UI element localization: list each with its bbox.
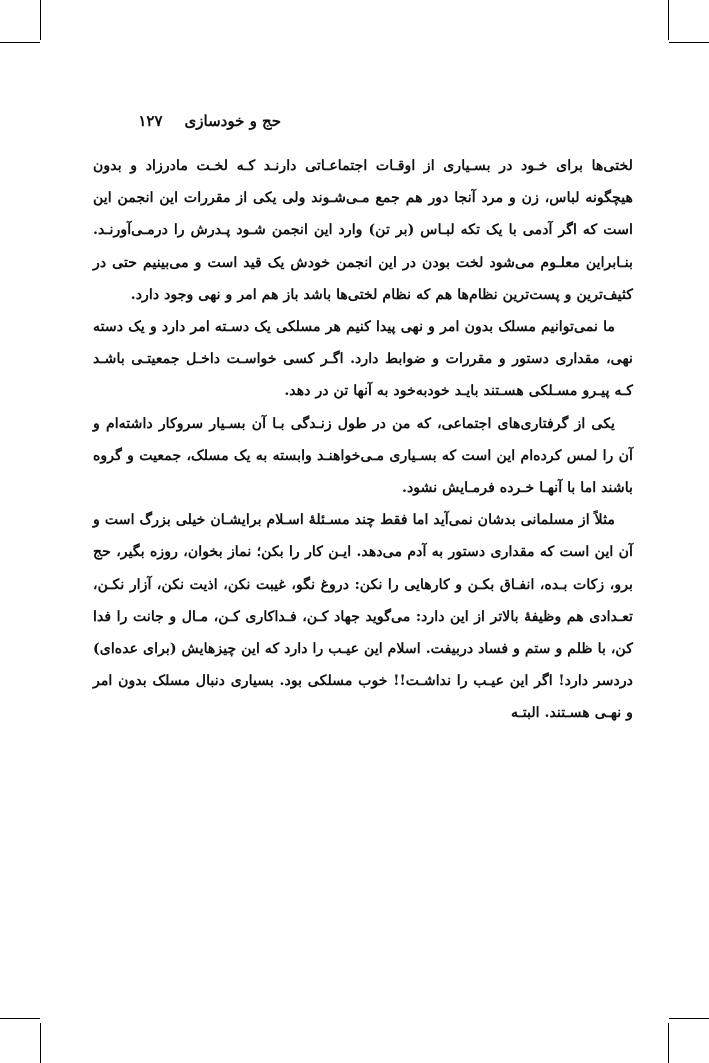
crop-mark-bottom-right-vertical [668, 1023, 669, 1063]
crop-mark-bottom-left-vertical [40, 1023, 41, 1063]
body-text [93, 150, 633, 730]
paragraph-1: لختی‌ها برای خـود در بسـیاری از اوقـات اجتماعـاتی دارنـد کـه لخـت مادرزاد و بدون هیچگونه لباس، زن و مرد آنجا دور هم جمع مـی‌شـوند ولی یکی از مقررات این انجمن این است که اگر آدمی با یک تکه لبـاس (بر تن) وارد این انجمن شـود پـدرش را درمـی‌آورنـد. بنـابراین معلـوم می‌شود لخت بودن در این انجمن خودش یک قید است و می‌بینیم حتی در کثیف‌ترین و پست‌ترین نظام‌ها هم که نظام لختی‌ها باشد باز هم امر و نهی وجود دارد. [93, 158, 633, 303]
running-title: حج و خودسازی [184, 112, 281, 130]
crop-mark-bottom-left-horizontal [0, 1018, 40, 1019]
page-number: ۱۲۷ [138, 112, 163, 130]
crop-mark-top-left-horizontal [0, 42, 40, 43]
paragraph-4: مثلاً از مسلمانی بدشان نمی‌آید اما فقط چند مسـئلهٔ اسـلام برایشـان خیلی بزرگ است و آن این است که مقداری دستور به آدم می‌دهد. ایـن کار را بکن؛ نماز بخوان، روزه بگیر، حج برو، زکات بـده، انفـاق بکـن و کارهایی را نکن: دروغ نگو، غیبت نکن، اذیت نکن، آزار نکـن، تعـدادی هم وظیفهٔ بالاتر از این دارد: می‌گوید جهاد کـن، فـداکاری کـن، مـال و جانت را فدا کن، با ظلم و ستم و فساد دربیفت. اسلام این عیـب را دارد که این چیزهایش (برای عده‌ای) دردسر دارد! اگر این عیـب را نداشـت!! خوب مسلکی بود. بسیاری دنبال مسلک بدون امر و نهـی هسـتند. البتـه [93, 512, 633, 722]
crop-mark-top-left-vertical [40, 0, 41, 40]
crop-mark-bottom-right-horizontal [669, 1018, 709, 1019]
running-header [138, 112, 281, 130]
crop-mark-top-right-horizontal [669, 42, 709, 43]
paragraph-2: ما نمی‌توانیم مسلک بدون امر و نهی پیدا کنیم هر مسلکی یک دسـته امر دارد و یک دسته نهی، مقداری دستور و مقررات و ضوابط دارد. اگـر کسی خواسـت داخـل جمعیتـی باشـد کـه پیـرو مسـلکی هسـتند بایـد خودبه‌خود به آنها تن در دهد. [93, 319, 633, 400]
paragraph-3: یکی از گرفتاری‌های اجتماعی، که من در طول زنـدگی بـا آن بسـیار سروکار داشته‌ام و آن را لمس کرده‌ام این است که بسـیاری مـی‌خواهنـد وابسته به یک مسلک، جمعیت و گروه باشند اما با آنهـا خـرده فرمـایش نشود. [93, 415, 633, 497]
crop-mark-top-right-vertical [668, 0, 669, 40]
